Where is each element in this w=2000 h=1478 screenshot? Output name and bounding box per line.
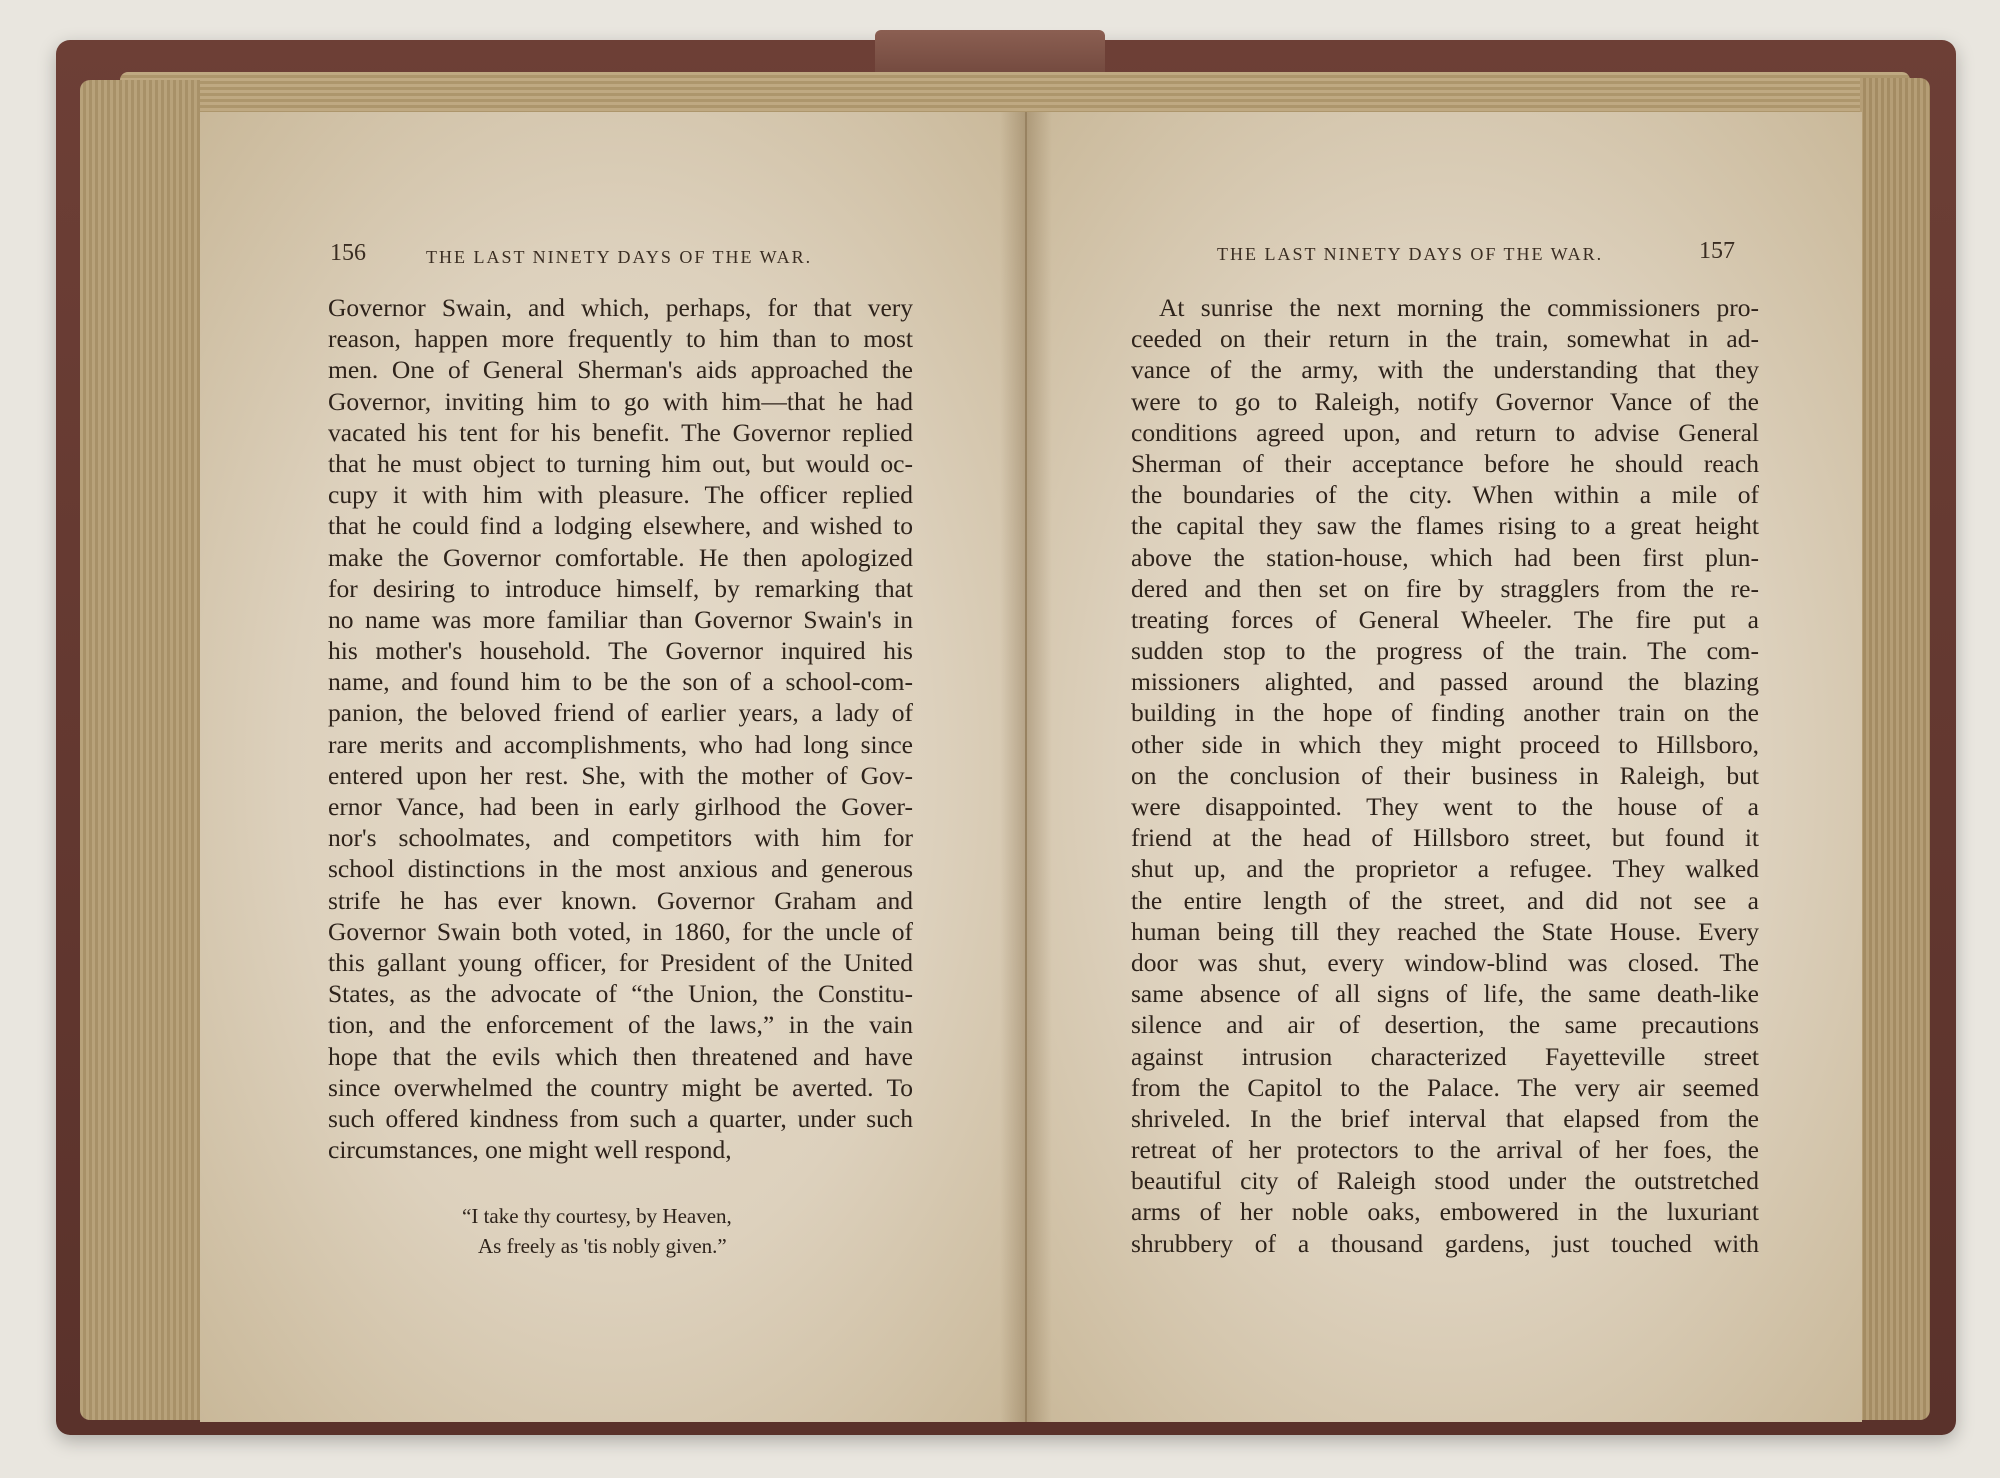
left-running-title: THE LAST NINETY DAYS OF THE WAR.	[426, 247, 813, 267]
text-line: vance of the army, with the understanding that they	[1131, 355, 1759, 385]
text-line: entered upon her rest. She, with the mother of Gov-	[328, 760, 913, 790]
text-line: Sherman of their acceptance before he should reach	[1131, 448, 1759, 478]
text-line: cupy it with him with pleasure. The officer replied	[328, 480, 913, 510]
text-line: since overwhelmed the country might be averted. To	[328, 1072, 913, 1102]
right-running-head	[1027, 240, 1862, 276]
text-line: for desiring to introduce himself, by remarking that	[328, 573, 913, 603]
text-line: circumstances, one might well respond,	[328, 1135, 732, 1165]
text-line: such offered kindness from such a quarter, under such	[328, 1103, 913, 1133]
text-line: dered and then set on fire by stragglers from the re-	[1131, 573, 1759, 603]
text-line: this gallant young officer, for President of the United	[328, 947, 913, 977]
page-edges-right	[1860, 78, 1930, 1420]
text-line: other side in which they might proceed to Hillsboro,	[1131, 729, 1759, 759]
text-line: make the Governor comfortable. He then apologized	[328, 542, 913, 572]
text-line: shrubbery of a thousand gardens, just touched with	[1131, 1228, 1759, 1258]
text-line: tion, and the enforcement of the laws,” in the vain	[328, 1010, 913, 1040]
text-line: school distinctions in the most anxious and generous	[328, 854, 913, 884]
right-running-title: THE LAST NINETY DAYS OF THE WAR.	[1217, 244, 1604, 264]
text-line: States, as the advocate of “the Union, the Constitu-	[328, 979, 913, 1009]
page-edges-left	[80, 80, 200, 1420]
text-line: men. One of General Sherman's aids approached the	[328, 355, 913, 385]
text-line: strife he has ever known. Governor Graham and	[328, 885, 913, 915]
right-body-text	[1131, 292, 1759, 1259]
page-edges-top	[120, 72, 1910, 112]
text-line: friend at the head of Hillsboro street, but found it	[1131, 823, 1759, 853]
right-page	[1026, 112, 1862, 1422]
text-line: arms of her noble oaks, embowered in the luxuriant	[1131, 1197, 1759, 1227]
text-line: shut up, and the proprietor a refugee. They walked	[1131, 854, 1759, 884]
text-line: Governor, inviting him to go with him—that he had	[328, 386, 913, 416]
text-line: his mother's household. The Governor inquired his	[328, 636, 913, 666]
text-line: shriveled. In the brief interval that elapsed from the	[1131, 1103, 1759, 1133]
text-line: conditions agreed upon, and return to advise General	[1131, 417, 1759, 447]
text-line: ceeded on their return in the train, somewhat in ad-	[1131, 324, 1759, 354]
text-line: panion, the beloved friend of earlier years, a lady of	[328, 698, 913, 728]
text-line: the boundaries of the city. When within a mile of	[1131, 480, 1759, 510]
text-line: Governor Swain, and which, perhaps, for that very	[328, 293, 913, 322]
text-line: were disappointed. They went to the house of a	[1131, 792, 1759, 821]
text-line: against intrusion characterized Fayetteville street	[1131, 1041, 1759, 1071]
text-line: name, and found him to be the son of a school-com-	[328, 667, 913, 697]
text-line: were to go to Raleigh, notify Governor Vance of the	[1131, 386, 1759, 416]
left-body-text	[328, 292, 913, 1165]
text-line: that he could find a lodging elsewhere, and wished to	[328, 511, 913, 541]
text-line: treating forces of General Wheeler. The fire put a	[1131, 604, 1759, 634]
text-line: the entire length of the street, and did not see a	[1131, 885, 1759, 915]
text-line: that he must object to turning him out, but would oc-	[328, 448, 913, 478]
text-line: sudden stop to the progress of the train. The com-	[1131, 636, 1759, 666]
text-line: above the station-house, which had been first plun-	[1131, 542, 1759, 572]
quote-line-1: “I take thy courtesy, by Heaven,	[462, 1204, 732, 1228]
text-line: from the Capitol to the Palace. The very air seemed	[1131, 1072, 1759, 1102]
text-line: At sunrise the next morning the commissioners pro-	[1159, 293, 1759, 322]
text-line: retreat of her protectors to the arrival of her foes, the	[1131, 1135, 1759, 1165]
text-line: silence and air of desertion, the same precautions	[1131, 1010, 1759, 1040]
text-line: missioners alighted, and passed around the blazing	[1131, 667, 1759, 697]
text-line: hope that the evils which then threatened and have	[328, 1041, 913, 1071]
quote-line-2: As freely as 'tis nobly given.”	[478, 1234, 727, 1258]
text-line: beautiful city of Raleigh stood under the outstretched	[1131, 1166, 1759, 1196]
text-line: building in the hope of finding another train on the	[1131, 698, 1759, 728]
text-line: human being till they reached the State House. Every	[1131, 916, 1759, 946]
text-line: on the conclusion of their business in Raleigh, but	[1131, 760, 1759, 790]
text-line: door was shut, every window-blind was closed. The	[1131, 947, 1759, 977]
text-line: Governor Swain both voted, in 1860, for the uncle of	[328, 916, 913, 946]
text-line: no name was more familiar than Governor Swain's in	[328, 604, 913, 634]
text-line: reason, happen more frequently to him than to most	[328, 324, 913, 354]
text-line: ernor Vance, had been in early girlhood the Gover-	[328, 792, 913, 821]
text-line: rare merits and accomplishments, who had long since	[328, 729, 913, 759]
text-line: the capital they saw the flames rising to a great height	[1131, 511, 1759, 541]
left-page	[200, 112, 1026, 1422]
text-line: nor's schoolmates, and competitors with him for	[328, 823, 913, 853]
right-page-number: 157	[1699, 238, 1735, 264]
text-line: vacated his tent for his benefit. The Governor replied	[328, 417, 913, 447]
left-running-head	[200, 240, 1025, 276]
text-line: same absence of all signs of life, the same death-like	[1131, 979, 1759, 1009]
left-page-number: 156	[330, 240, 366, 266]
